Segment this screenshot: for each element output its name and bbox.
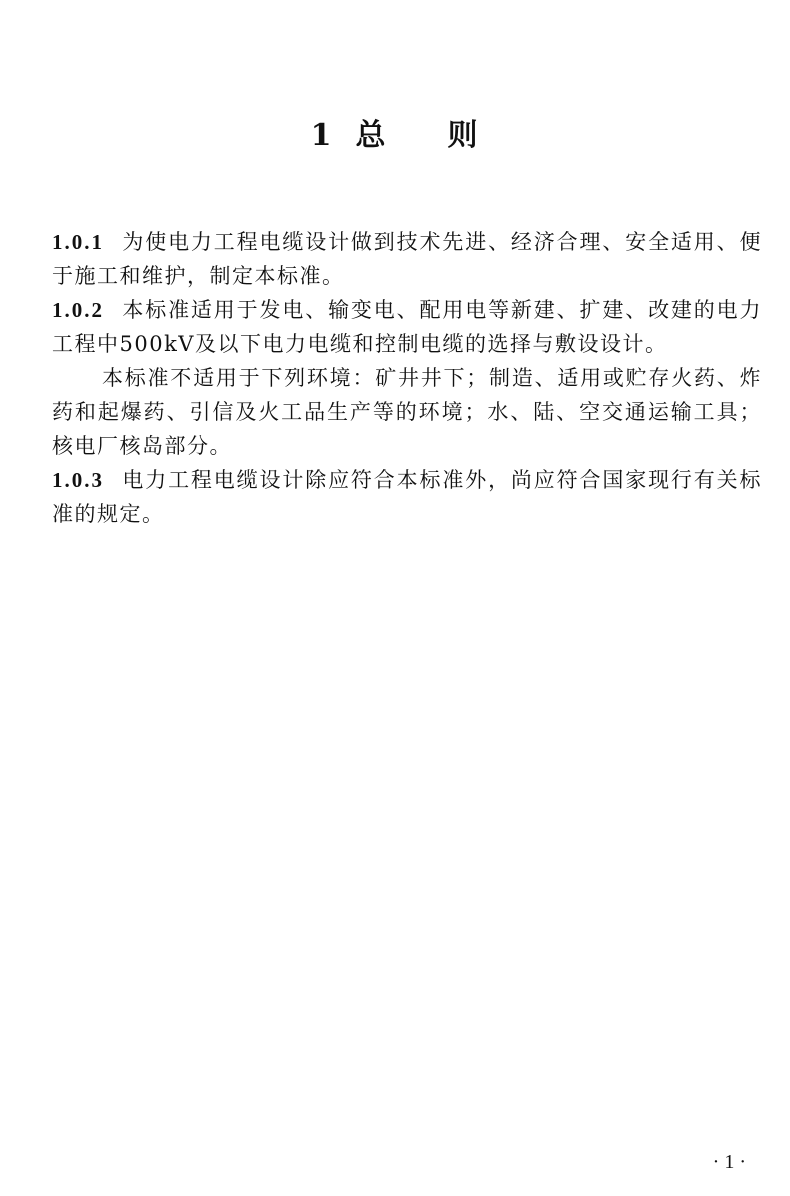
clause-1-0-1	[52, 225, 762, 293]
clause-text: 电力工程电缆设计除应符合本标准外，尚应符合国家现行有关标准的规定。	[52, 468, 762, 526]
chapter-number: 1	[310, 118, 334, 153]
page-number: · 1 ·	[712, 1151, 746, 1173]
clause-1-0-3	[52, 463, 762, 531]
clause-number: 1.0.1	[52, 230, 104, 254]
chapter-title	[0, 110, 790, 154]
clause-1-0-2	[52, 293, 762, 361]
clause-1-0-2-exclusions: 本标准不适用于下列环境：矿井井下；制造、适用或贮存火药、炸药和起爆药、引信及火工品生产等的环境；水、陆、空交通运输工具；核电厂核岛部分。	[52, 366, 762, 458]
chapter-body	[52, 225, 762, 531]
chapter-title-part1: 总	[355, 118, 388, 153]
clause-text: 本标准适用于发电、输变电、配用电等新建、扩建、改建的电力工程中500kV及以下电力电缆和控制电缆的选择与敷设设计。	[52, 298, 762, 356]
clause-text: 为使电力工程电缆设计做到技术先进、经济合理、安全适用、便于施工和维护，制定本标准。	[52, 230, 762, 288]
clause-number: 1.0.2	[52, 298, 104, 322]
chapter-title-part2: 则	[447, 118, 480, 153]
clause-number: 1.0.3	[52, 468, 104, 492]
